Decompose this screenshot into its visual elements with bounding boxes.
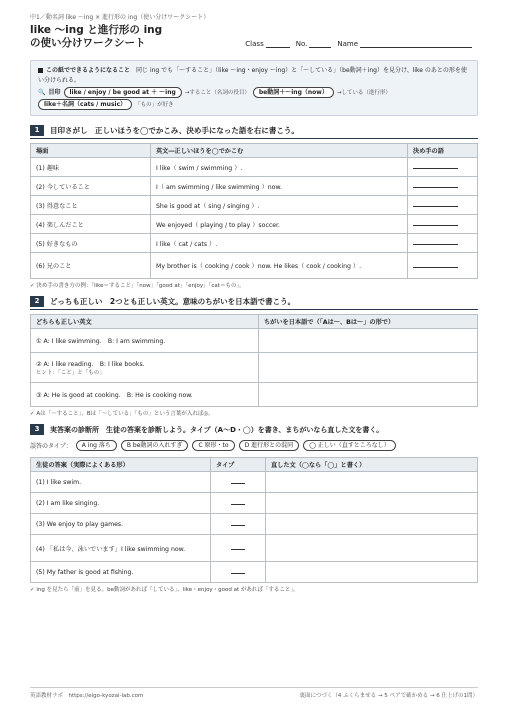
section-1-note: ✓ 決め手の書き方の例：「like＝すること」「now」「good at」「enjoy」「cat＝もの」。 — [30, 283, 245, 289]
table-row — [31, 177, 478, 196]
answer-cell: (2) I am like singing. — [31, 493, 211, 514]
section-2-note: ✓ Aは「～すること」、Bは「～している」「もの」という言葉が入れば◎。 — [30, 411, 214, 417]
type-correct-pill: ◯ 正しい（直すところなし） — [303, 440, 396, 451]
student-info — [245, 40, 478, 48]
answer-blank[interactable] — [413, 239, 458, 245]
no-label: No. — [295, 40, 308, 48]
table-row — [31, 196, 478, 215]
scene-cell: (3) 得意なこと — [31, 196, 151, 215]
table-row — [31, 535, 478, 562]
class-field[interactable] — [245, 40, 289, 48]
type-cell[interactable] — [211, 493, 266, 514]
name-field[interactable] — [337, 40, 472, 48]
keyword-cell[interactable] — [408, 215, 478, 234]
section-3-number: 3 — [30, 424, 44, 435]
scene-cell: (6) 兄のこと — [31, 253, 151, 279]
section-3-table — [30, 457, 478, 583]
pill-like-enjoy-desc: →すること（名詞の役目） — [184, 89, 250, 96]
guide-pills-row-2 — [38, 99, 470, 110]
corrected-cell[interactable] — [266, 562, 478, 583]
type-cell[interactable] — [211, 472, 266, 493]
answer-blank[interactable] — [413, 201, 458, 207]
table-header-row — [31, 458, 478, 472]
title-row — [30, 24, 478, 50]
guide-box — [30, 60, 478, 116]
section-3-title: 実答案の診断所 生徒の答案を診断しよう。タイプ（A～D・◯）を書き、まちがいなら直した文を書く。 — [50, 425, 384, 434]
error-types — [30, 440, 478, 451]
difference-cell[interactable] — [259, 329, 478, 353]
header-corrected: 直した文（◯なら「◯」と書く） — [266, 458, 478, 472]
answer-cell: (1) I like swim. — [31, 472, 211, 493]
target-label: 目印 — [48, 88, 61, 96]
answer-blank[interactable] — [413, 182, 458, 188]
keyword-cell[interactable] — [408, 253, 478, 279]
header-type: タイプ — [211, 458, 266, 472]
section-2-rule — [30, 309, 478, 310]
no-field[interactable] — [296, 40, 332, 48]
answer-cell: (3) We enjoy to play games. — [31, 514, 211, 535]
name-line — [360, 40, 472, 48]
type-blank[interactable] — [231, 544, 245, 550]
guide-lead: この紙でできるようになること — [46, 67, 131, 74]
corrected-cell[interactable] — [266, 514, 478, 535]
section-1-rule — [30, 138, 478, 139]
header-difference: ちがいを日本語で（「Aは～、Bは～」の形で） — [259, 315, 478, 329]
class-label: Class — [245, 40, 264, 48]
table-row — [31, 215, 478, 234]
section-1-table — [30, 143, 478, 279]
sentence-pair-cell — [31, 353, 259, 383]
table-row — [31, 472, 478, 493]
pill-like-enjoy: like / enjoy / be good at ＋ ～ing — [64, 87, 182, 98]
table-row — [31, 253, 478, 279]
difference-cell[interactable] — [259, 353, 478, 383]
header-scene: 場面 — [31, 144, 151, 158]
type-blank[interactable] — [231, 499, 245, 505]
type-cell[interactable] — [211, 514, 266, 535]
sentence-pair: ③ A: He is good at cooking. B: He is cooking now. — [36, 392, 193, 399]
section-2-title: どっちも正しい 2つとも正しい英文。意味のちがいを日本語で書こう。 — [50, 297, 296, 306]
sentence-pair-cell — [31, 329, 259, 353]
type-b-pill: B be動詞の入れすぎ — [121, 440, 189, 451]
type-cell[interactable] — [211, 562, 266, 583]
footer-site: 英語教材ラボ https://eigo-kyozai-lab.com — [30, 693, 144, 699]
hint-text: ヒント：「こと」と「もの」 — [36, 370, 105, 376]
type-blank[interactable] — [231, 478, 245, 484]
scene-cell: (2) 今していること — [31, 177, 151, 196]
sentence-cell[interactable]: I like（ cat / cats ）. — [151, 234, 408, 253]
answer-blank[interactable] — [413, 163, 458, 169]
sentence-cell[interactable]: My brother is（ cooking / cook ）now. He likes（ cook / cooking ）. — [151, 253, 408, 279]
pill-like-noun-desc: 「もの」が好き — [135, 101, 174, 108]
keyword-cell[interactable] — [408, 177, 478, 196]
top-note: 中1／動名詞 like ～ing × 進行形の ing（使い分けワークシート） — [30, 14, 210, 21]
scene-cell: (4) 楽しんだこと — [31, 215, 151, 234]
section-1-heading — [30, 125, 478, 136]
answer-cell: (5) My father is good at fishing. — [31, 562, 211, 583]
table-header-row — [31, 315, 478, 329]
no-line — [309, 40, 331, 48]
section-2-heading — [30, 296, 478, 307]
sentence-pair-cell — [31, 383, 259, 407]
keyword-cell[interactable] — [408, 234, 478, 253]
pill-be-ing-desc: →している（進行形） — [336, 89, 391, 96]
corrected-cell[interactable] — [266, 472, 478, 493]
sentence-cell[interactable]: I like（ swim / swimming ）. — [151, 158, 408, 177]
header-sentence: 英文―正しいほうを◯でかこむ — [151, 144, 408, 158]
answer-blank[interactable] — [413, 220, 458, 226]
section-3-heading — [30, 424, 478, 435]
footer-continue: 裏面につづく（4 ふくらませる → 5 ペアで確かめる → 6 仕上げの1問） — [299, 693, 478, 699]
name-label: Name — [337, 40, 358, 48]
page-footer — [30, 687, 478, 699]
sentence-cell[interactable]: We enjoyed（ playing / to play ）soccer. — [151, 215, 408, 234]
table-row — [31, 353, 478, 383]
sentence-cell[interactable]: I（ am swimming / like swimming ）now. — [151, 177, 408, 196]
section-3-note: ✓ ing を見たら「前」を見る。be動詞があれば「している」、like・enjoy・good at があれば「すること」。 — [30, 587, 299, 593]
square-bullet-icon — [38, 68, 43, 73]
sentence-pair: ① A: I like swimming. B: I am swimming. — [36, 338, 166, 345]
title-line-1: like ～ing と進行形の ing — [30, 24, 163, 36]
guide-pills-row — [38, 87, 470, 98]
table-row — [31, 514, 478, 535]
answer-cell: (4) 「私は今、泳いでいます」I like swimming now. — [31, 535, 211, 562]
header-sentences: どちらも正しい英文 — [31, 315, 259, 329]
page-title — [30, 24, 237, 50]
pill-be-ing: be動詞＋～ing（now） — [253, 87, 334, 98]
table-header-row — [31, 144, 478, 158]
table-row — [31, 493, 478, 514]
type-blank[interactable] — [231, 520, 245, 526]
table-row — [31, 234, 478, 253]
table-row — [31, 562, 478, 583]
keyword-cell[interactable] — [408, 158, 478, 177]
type-d-pill: D 進行形との混同 — [239, 440, 300, 451]
corrected-cell[interactable] — [266, 535, 478, 562]
answer-blank[interactable] — [413, 262, 458, 268]
difference-cell[interactable] — [259, 383, 478, 407]
header-keyword: 決め手の語 — [408, 144, 478, 158]
table-row — [31, 329, 478, 353]
keyword-cell[interactable] — [408, 196, 478, 215]
pill-like-noun: like＋名詞（cats / music） — [38, 99, 132, 110]
types-label: 誤答のタイプ： — [30, 443, 72, 450]
guide-text-row — [38, 66, 470, 86]
scene-cell: (1) 趣味 — [31, 158, 151, 177]
type-a-pill: A ing 落ち — [76, 440, 117, 451]
section-2-table — [30, 314, 478, 407]
title-line-2: の使い分けワークシート — [30, 37, 146, 49]
guide-text: 同じ ing でも「～すること」（like ～ing・enjoy ～ing）と「～している」（be動詞＋ing）を見分け、like のあとの形を使い分けられる。 — [38, 67, 467, 84]
class-line — [266, 40, 290, 48]
type-cell[interactable] — [211, 535, 266, 562]
scene-cell: (5) 好きなもの — [31, 234, 151, 253]
header-answer: 生徒の答案（実際によくある形） — [31, 458, 211, 472]
section-1-title: 目印さがし 正しいほうを◯でかこみ、決め手になった語を右に書こう。 — [50, 126, 299, 135]
corrected-cell[interactable] — [266, 493, 478, 514]
section-1-number: 1 — [30, 125, 44, 136]
table-row — [31, 158, 478, 177]
sentence-pair: ② A: I like reading. B: I like books. — [36, 361, 145, 368]
table-row — [31, 383, 478, 407]
type-c-pill: C 原形・to — [192, 440, 234, 451]
type-blank[interactable] — [231, 568, 245, 574]
magnifier-icon: 🔍 — [38, 88, 46, 96]
section-2-number: 2 — [30, 296, 44, 307]
sentence-cell[interactable]: She is good at（ sing / singing ）. — [151, 196, 408, 215]
